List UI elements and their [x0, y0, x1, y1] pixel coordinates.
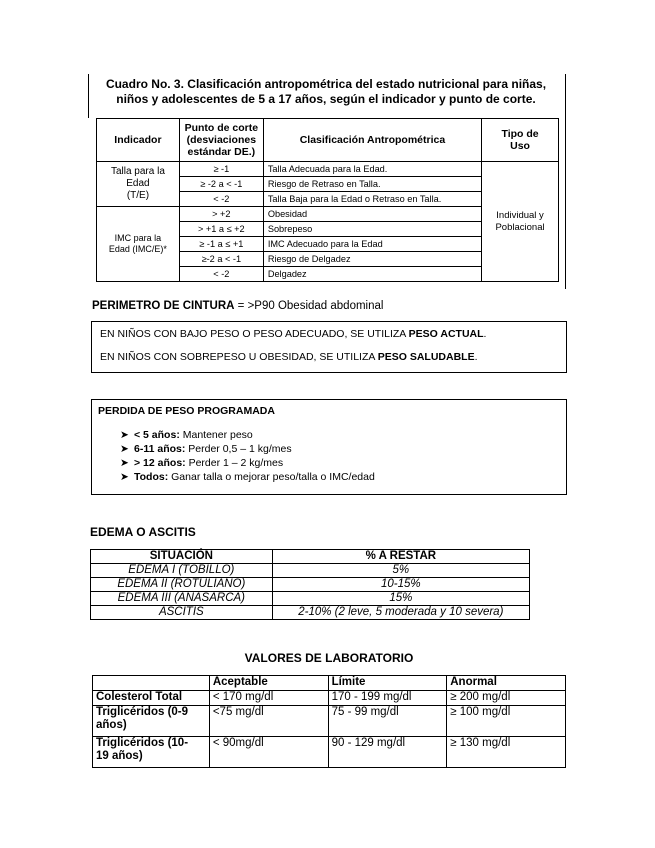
peso-line2-text: EN NIÑOS CON SOBREPESO U OBESIDAD, SE UTILIZA: [100, 351, 378, 363]
header-clasificacion: Clasificación Antropométrica: [263, 119, 481, 162]
indicator-imc-line2: Edad (IMC/E)*: [108, 244, 167, 254]
header-indicador: Indicador: [97, 119, 180, 162]
indicator-talla-line2: Edad: [126, 178, 150, 189]
header-tipo-line1: Tipo de: [501, 128, 539, 140]
list-item: [120, 457, 283, 469]
arrow-bullet-icon: ➤: [120, 471, 129, 483]
anthropometric-classification-section: [88, 74, 566, 289]
tipo-de-uso-cell: [482, 162, 559, 282]
row-label: [93, 737, 210, 768]
aceptable-cell: < 90mg/dl: [209, 737, 328, 768]
item-text: Mantener peso: [179, 429, 253, 441]
table-row: [91, 592, 530, 606]
restar-cell: 10-15%: [272, 578, 529, 592]
peso-line-bajo: [100, 328, 486, 340]
cuadro-title-line2: niños y adolescentes de 5 a 17 años, según el indicador y punto de corte.: [116, 92, 536, 106]
peso-line-sobrepeso: [100, 351, 478, 363]
clasificacion-cell: Riesgo de Delgadez: [263, 252, 481, 267]
punto-de-corte-cell: < -2: [179, 192, 263, 207]
peso-line2-bold: PESO SALUDABLE: [377, 351, 475, 363]
list-item: [120, 443, 292, 455]
row-label-line2: 19 años): [96, 750, 143, 762]
punto-de-corte-cell: ≥ -2 a < -1: [179, 177, 263, 192]
header-punto-line1: Punto de corte: [184, 122, 259, 134]
indicator-talla-edad: [97, 162, 180, 207]
item-text: Ganar talla o mejorar peso/talla o IMC/edad: [168, 471, 375, 483]
row-label-line2: años): [96, 719, 127, 731]
peso-line1-bold: PESO ACTUAL: [408, 328, 484, 340]
punto-de-corte-cell: > +1 a ≤ +2: [179, 222, 263, 237]
anormal-cell: ≥ 130 mg/dl: [447, 737, 566, 768]
item-label: > 12 años:: [134, 457, 186, 469]
indicator-imc-edad: [97, 207, 180, 282]
header-tipo-line2: Uso: [510, 140, 530, 152]
table-row: [97, 162, 559, 177]
table-row: [93, 737, 566, 768]
table-header-row: [93, 676, 566, 691]
header-a-restar: % A RESTAR: [272, 550, 529, 564]
punto-de-corte-cell: > +2: [179, 207, 263, 222]
table-row: [91, 578, 530, 592]
cuadro-title-line1: Cuadro No. 3. Clasificación antropométrica del estado nutricional para niñas,: [105, 77, 547, 91]
header-empty: [93, 676, 210, 691]
restar-cell: 5%: [272, 564, 529, 578]
situacion-cell: EDEMA II (ROTULIANO): [91, 578, 273, 592]
header-punto-de-corte: [179, 119, 263, 162]
peso-line1-end: .: [483, 328, 487, 340]
perimetro-value: = >P90 Obesidad abdominal: [234, 300, 384, 312]
restar-cell: 2-10% (2 leve, 5 moderada y 10 severa): [272, 606, 529, 620]
indicator-talla-line1: Talla para la: [110, 166, 165, 177]
arrow-bullet-icon: ➤: [120, 429, 129, 441]
limite-cell: 90 - 129 mg/dl: [328, 737, 447, 768]
row-label-line1: Triglicéridos (0-9: [96, 706, 189, 718]
section-right-rule: [565, 74, 566, 289]
perdida-title: PERDIDA DE PESO PROGRAMADA: [98, 405, 275, 417]
table-header-row: [91, 550, 530, 564]
aceptable-cell: < 170 mg/dl: [209, 691, 328, 706]
header-punto-line3: estándar DE.): [187, 146, 256, 158]
header-situacion: SITUACIÓN: [91, 550, 273, 564]
clasificacion-cell: Obesidad: [263, 207, 481, 222]
limite-cell: 75 - 99 mg/dl: [328, 706, 447, 737]
row-label: [93, 706, 210, 737]
item-label: 6-11 años:: [134, 443, 186, 455]
perimetro-cintura-line: [92, 300, 383, 312]
perimetro-label: PERIMETRO DE CINTURA: [92, 300, 235, 312]
perdida-peso-box: [91, 399, 567, 495]
header-punto-line2: (desviaciones: [186, 134, 257, 146]
clasificacion-cell: Sobrepeso: [263, 222, 481, 237]
indicator-talla-line3: (T/E): [126, 190, 150, 201]
anormal-cell: ≥ 100 mg/dl: [447, 706, 566, 737]
clasificacion-cell: IMC Adecuado para la Edad: [263, 237, 481, 252]
row-label: Colesterol Total: [93, 691, 210, 706]
punto-de-corte-cell: ≥-2 a < -1: [179, 252, 263, 267]
item-text: Perder 1 – 2 kg/mes: [185, 457, 284, 469]
table-header-row: [97, 119, 559, 162]
tipo-uso-line2: Poblacional: [495, 221, 545, 233]
aceptable-cell: <75 mg/dl: [209, 706, 328, 737]
header-aceptable: Aceptable: [209, 676, 328, 691]
peso-line2-end: .: [474, 351, 478, 363]
peso-uso-box: [91, 321, 567, 373]
tipo-uso-line1: Individual y: [496, 209, 544, 221]
limite-cell: 170 - 199 mg/dl: [328, 691, 447, 706]
indicator-imc-line1: IMC para la: [114, 233, 162, 243]
edema-table: [90, 549, 530, 620]
section-left-rule: [88, 74, 89, 118]
item-label: < 5 años:: [134, 429, 180, 441]
anthropometric-table: [96, 118, 559, 282]
table-row: [91, 606, 530, 620]
item-text: Perder 0,5 – 1 kg/mes: [185, 443, 292, 455]
peso-line1-text: EN NIÑOS CON BAJO PESO O PESO ADECUADO, SE UTILIZA: [100, 328, 409, 340]
clasificacion-cell: Talla Baja para la Edad o Retraso en Talla.: [263, 192, 481, 207]
edema-title: EDEMA O ASCITIS: [90, 525, 196, 539]
restar-cell: 15%: [272, 592, 529, 606]
situacion-cell: ASCITIS: [91, 606, 273, 620]
table-row: [93, 706, 566, 737]
clasificacion-cell: Riesgo de Retraso en Talla.: [263, 177, 481, 192]
clasificacion-cell: Talla Adecuada para la Edad.: [263, 162, 481, 177]
punto-de-corte-cell: ≥ -1 a ≤ +1: [179, 237, 263, 252]
anormal-cell: ≥ 200 mg/dl: [447, 691, 566, 706]
situacion-cell: EDEMA I (TOBILLO): [91, 564, 273, 578]
list-item: [120, 471, 375, 483]
item-label: Todos:: [134, 471, 169, 483]
table-row: [93, 691, 566, 706]
header-limite: Límite: [328, 676, 447, 691]
list-item: [120, 429, 253, 441]
cuadro-title: [94, 77, 558, 107]
arrow-bullet-icon: ➤: [120, 457, 129, 469]
header-anormal: Anormal: [447, 676, 566, 691]
valores-title: VALORES DE LABORATORIO: [244, 651, 414, 665]
clasificacion-cell: Delgadez: [263, 267, 481, 282]
arrow-bullet-icon: ➤: [120, 443, 129, 455]
situacion-cell: EDEMA III (ANASARCA): [91, 592, 273, 606]
row-label-line1: Triglicéridos (10-: [96, 737, 189, 749]
punto-de-corte-cell: < -2: [179, 267, 263, 282]
punto-de-corte-cell: ≥ -1: [179, 162, 263, 177]
table-row: [91, 564, 530, 578]
header-tipo-de-uso: [482, 119, 559, 162]
lab-values-table: [92, 675, 566, 768]
